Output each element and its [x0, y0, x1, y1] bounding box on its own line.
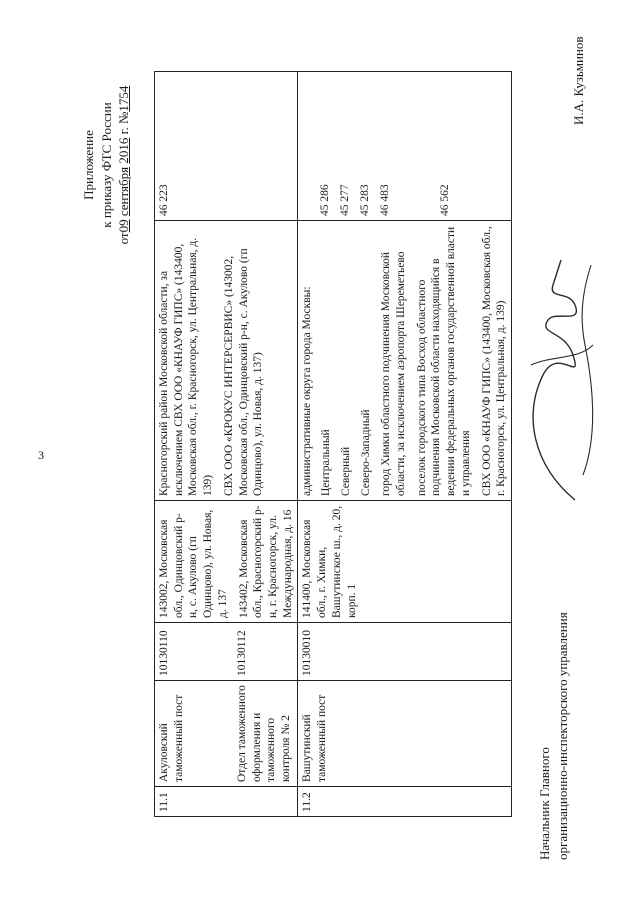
handwritten-signature — [513, 255, 603, 505]
oktmo-code: 45 286 — [319, 184, 332, 216]
zone-cell — [155, 221, 298, 501]
oktmo-code: 46 223 — [158, 184, 170, 216]
order-number: 1754 — [116, 85, 132, 112]
header-from: от — [116, 232, 132, 245]
zone-text: административные округа города Москвы: — [301, 286, 314, 496]
row-number: 11.1 — [155, 787, 298, 817]
post-code: 10130112 — [236, 630, 248, 676]
header-line-1: Приложение — [81, 130, 96, 200]
appendix-header — [80, 45, 133, 285]
signatory-title — [536, 520, 571, 860]
oktmo-code: 46 483 — [379, 184, 392, 216]
post-name-cell — [298, 681, 511, 787]
post-code-cell — [155, 623, 298, 681]
post-name: Отдел таможенного оформления и таможенного контроля № 2 — [236, 685, 293, 782]
signatory-name: И.А. Кузьминов — [571, 36, 586, 125]
zone-cell — [298, 221, 511, 501]
zone-text: СВХ ООО «КНАУФ ГИПС» (143400, Московская обл., г. Красногорск, ул. Центральная, д. 139) — [480, 226, 508, 496]
zone-text: Центральный — [320, 429, 333, 496]
zone-text: СВХ ООО «КРОКУС ИНТЕРСЕРВИС» (143002, Московская обл., Одинцовский р-н, с. Акулово (гп Одинцово), ул. Новая, д. 137) — [222, 248, 265, 496]
post-code-cell — [298, 623, 511, 681]
post-address-cell — [298, 501, 511, 623]
post-name-cell — [155, 681, 298, 787]
signatory-title-line-2: организационно-инспекторского управления — [554, 612, 570, 860]
post-address: 143002, Московская обл., Одинцовский р-н, с. Акулово (гп Одинцово), ул. Новая, д. 137 — [158, 509, 229, 618]
order-year: 2016 — [116, 137, 132, 164]
post-address: 141400, Московская обл., г. Химки, Вашутинское ш., д. 20, корп. 1 — [301, 505, 358, 618]
signatory-title-line-1: Начальник Главного — [537, 747, 552, 860]
oktmo-cell — [298, 72, 511, 221]
zone-text: Красногорский район Московской области, за исключением СВХ ООО «КНАУФ ГИПС» (143400, Московская обл., г. Красногорск, ул. Центральная, д. 139) — [158, 237, 215, 496]
row-number: 11.2 — [298, 787, 511, 817]
table-row — [155, 72, 298, 817]
oktmo-code: 46 562 — [439, 184, 452, 216]
zone-text: поселок городского типа Восход областного подчинения Московской области находящийся в ведении федеральных органов государственной власти и управления — [415, 226, 472, 496]
page-number: 3 — [38, 448, 44, 462]
post-code: 10130010 — [301, 630, 314, 676]
post-name: Акуловский таможенный пост — [158, 694, 185, 782]
zone-text: Северо-Западный — [360, 409, 373, 496]
order-month: сентября — [116, 166, 132, 217]
order-number-sign: № — [116, 111, 132, 125]
post-name: Вашутинский таможенный пост — [301, 694, 329, 782]
oktmo-code: 45 283 — [359, 184, 372, 216]
order-year-suffix: г. — [116, 127, 132, 135]
zone-text: Северный — [340, 446, 353, 496]
header-line-2: к приказу ФТС России — [98, 102, 114, 228]
oktmo-cell — [155, 72, 298, 221]
post-address-cell — [155, 501, 298, 623]
table-row — [298, 72, 511, 817]
customs-posts-table — [154, 71, 512, 817]
post-address: 143402, Московская обл., Красногорский р-н, г. Красногорск, ул. Международная, д. 16 — [237, 505, 294, 618]
zone-text: город Химки областного подчинения Московской области, за исключением аэропорта Шереметьево — [380, 251, 407, 496]
rotated-page-content — [8, 25, 618, 885]
oktmo-code: 45 277 — [339, 184, 352, 216]
order-day: 09 — [116, 219, 132, 233]
header-line-3 — [115, 45, 133, 285]
post-code: 10130110 — [158, 630, 170, 676]
